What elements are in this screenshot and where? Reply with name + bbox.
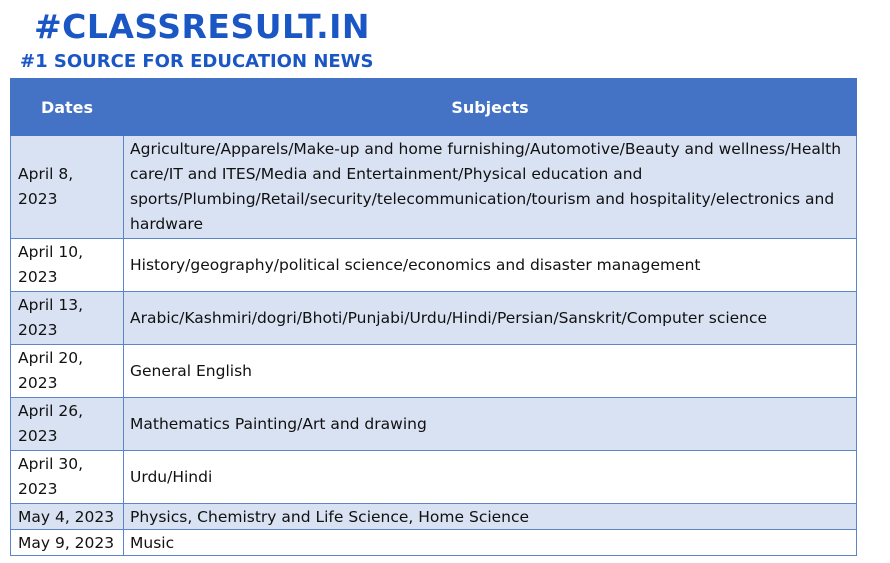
row-date: May 4, 2023: [11, 504, 124, 530]
row-date: April 8, 2023: [11, 136, 124, 239]
row-subjects: Agriculture/Apparels/Make-up and home furnishing/Automotive/Beauty and wellness/Health care/IT and ITES/Media and Entertainment/Physical education and sports/Plumbing/Retail/security/telecommunication/tourism and hospitality/electronics and hardware: [124, 136, 857, 239]
row-subjects: Urdu/Hindi: [124, 451, 857, 504]
table-row: [11, 504, 857, 530]
column-header-subjects: Subjects: [124, 79, 857, 136]
row-date: May 9, 2023: [11, 530, 124, 556]
exam-schedule-table: [10, 78, 857, 556]
table-row: [11, 530, 857, 556]
row-subjects: Mathematics Painting/Art and drawing: [124, 398, 857, 451]
row-date: April 10, 2023: [11, 239, 124, 292]
table-row: [11, 451, 857, 504]
table-header-row: [11, 79, 857, 136]
row-subjects: Music: [124, 530, 857, 556]
table-row: [11, 239, 857, 292]
table-row: [11, 292, 857, 345]
row-subjects: General English: [124, 345, 857, 398]
row-date: April 26, 2023: [11, 398, 124, 451]
row-date: April 30, 2023: [11, 451, 124, 504]
table-row: [11, 398, 857, 451]
row-date: April 13, 2023: [11, 292, 124, 345]
row-subjects: Arabic/Kashmiri/dogri/Bhoti/Punjabi/Urdu/Hindi/Persian/Sanskrit/Computer science: [124, 292, 857, 345]
column-header-dates: Dates: [11, 79, 124, 136]
site-tagline: #1 SOURCE FOR EDUCATION NEWS: [20, 51, 374, 72]
row-subjects: Physics, Chemistry and Life Science, Home Science: [124, 504, 857, 530]
table-row: [11, 345, 857, 398]
row-date: April 20, 2023: [11, 345, 124, 398]
row-subjects: History/geography/political science/economics and disaster management: [124, 239, 857, 292]
table-row: [11, 136, 857, 239]
site-brand-title: #CLASSRESULT.IN: [34, 7, 371, 46]
